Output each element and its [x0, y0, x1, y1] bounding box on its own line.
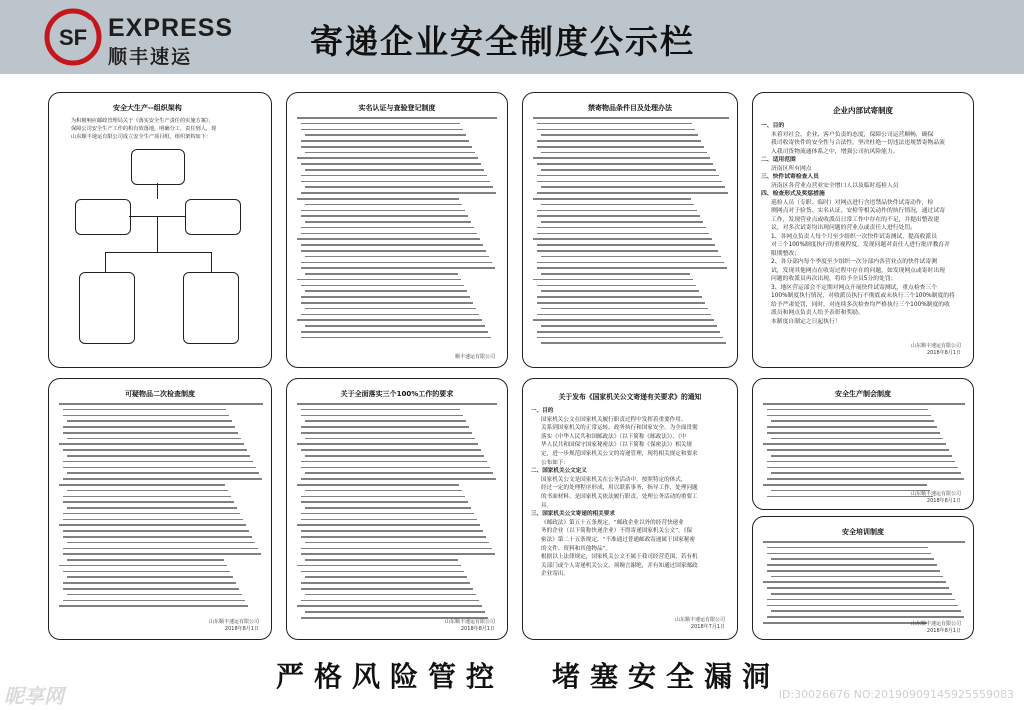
- panel-training: [752, 516, 974, 640]
- fine-print-line: [767, 449, 949, 451]
- panel-footer: [209, 619, 259, 633]
- fine-print-line: [301, 426, 469, 428]
- fine-print-line: [537, 175, 719, 177]
- body-line: 华人民共和国保守国家秘密法》（以下简称《保密法》）相关规: [541, 442, 693, 449]
- fine-print-line: [297, 565, 461, 567]
- fine-print-line: [771, 610, 961, 612]
- fine-print-line: [301, 415, 463, 417]
- panel-gov-notice: [522, 378, 738, 640]
- fine-print-line: [537, 314, 711, 316]
- fine-print-line: [63, 600, 245, 602]
- fine-print-line: [767, 587, 949, 589]
- fine-print-line: [301, 409, 460, 411]
- fine-print-line: [301, 519, 477, 521]
- fine-print-line: [67, 420, 232, 422]
- fine-print-line: [63, 467, 256, 469]
- fine-print-line: [767, 478, 964, 480]
- fine-print-line: [301, 588, 473, 590]
- fine-print-line: [59, 605, 248, 607]
- fine-print-line: [305, 273, 458, 275]
- fine-print-line: [301, 140, 469, 142]
- fine-print-line: [767, 605, 958, 607]
- fine-print-line: [63, 426, 235, 428]
- fine-print-line: [301, 582, 470, 584]
- fine-print-line: [297, 403, 497, 405]
- body-line: 试，发现其他网点在收寄过程中存在的问题，如发现网点或寄时出现: [771, 267, 945, 274]
- fine-print-line: [305, 559, 458, 561]
- fine-print-line: [67, 542, 255, 544]
- fine-print-line: [763, 541, 965, 543]
- fine-print-line: [63, 530, 249, 532]
- body-line: 1、各网点负责人每个月至少组织一次快件试寄测试，提高收派员: [771, 233, 938, 240]
- fine-print-line: [771, 558, 934, 560]
- org-box-top: [131, 149, 185, 185]
- fine-print-line: [59, 443, 244, 445]
- fine-print-line: [297, 319, 482, 321]
- fine-print-line: [533, 198, 691, 200]
- fine-print-line: [771, 420, 934, 422]
- fine-print-line: [537, 233, 709, 235]
- fine-print-line: [305, 290, 467, 292]
- org-connector: [105, 252, 106, 272]
- footer-date: 2018年8月1日: [224, 626, 259, 632]
- fine-print-line: [67, 455, 250, 457]
- fine-print-line: [63, 501, 234, 503]
- fine-print-line: [541, 152, 707, 154]
- header-bar: [0, 0, 1024, 74]
- fine-print-line: [297, 484, 459, 486]
- fine-print-line: [301, 536, 486, 538]
- fine-print-line: [301, 553, 495, 555]
- fine-print-line: [537, 146, 704, 148]
- body-line: 二、适用范围: [761, 157, 796, 163]
- panel-footer: [911, 491, 961, 505]
- fine-print-line: [63, 582, 236, 584]
- body-line: 我司收寄快件的安全性与合法性，坚决杜绝一切违法违规禁寄物品流: [771, 140, 945, 146]
- body-line: 议，对多次试寄均出现问题的营业点或责任人进行处罚。: [771, 225, 916, 231]
- fine-print-line: [67, 490, 228, 492]
- body-line: 入我司货物流通体系之中，增强公司抗风险能力。: [771, 148, 899, 155]
- body-line: 《邮政法》第五十五条规定，“邮政企业以外的经营快递业: [541, 519, 684, 526]
- fine-print-line: [771, 490, 930, 492]
- fine-print-line: [63, 536, 252, 538]
- fine-print-line: [301, 496, 465, 498]
- fine-print-line: [537, 192, 728, 194]
- fine-print-line: [537, 215, 700, 217]
- org-box-right: [185, 199, 241, 235]
- body-line: 2、各分部内每个季度至少组织一次分部内各营业点的快件试寄测: [771, 259, 938, 265]
- panel-title: 企业内部试寄制度: [833, 106, 893, 115]
- fine-print-line: [305, 204, 462, 206]
- fine-print-line: [297, 238, 480, 240]
- body-line: 务的企业（以下简称快递企业）不得寄递国家机关公文”。《保: [541, 528, 693, 535]
- footer-company: 山东顺丰速运有限公司: [910, 621, 961, 627]
- fine-print-line: [63, 449, 247, 451]
- body-line: 一、目的: [761, 123, 785, 129]
- body-line: 落实《中华人民共和国邮政法》（以下简称《邮政法》）、《中: [541, 433, 687, 440]
- fine-print-line: [541, 186, 725, 188]
- fine-print-line: [301, 331, 488, 333]
- fine-print-line: [305, 152, 475, 154]
- body-line: 根据以上法律规定，国家机关公文不属于我司经营范围，若有机: [541, 554, 698, 561]
- fine-print-line: [305, 325, 485, 327]
- fine-print-line: [305, 221, 471, 223]
- fine-print-line: [533, 157, 710, 159]
- body-line: 三、快件试寄检查人员: [761, 174, 819, 180]
- fine-print-line: [301, 461, 487, 463]
- footer-company: 山东顺丰速运有限公司: [674, 617, 725, 623]
- panel-body-text: [297, 117, 497, 338]
- fine-print-line: [301, 146, 472, 148]
- fine-print-line: [537, 123, 692, 125]
- fine-print-line: [767, 616, 964, 618]
- body-line: 对三个100%制度执行的重视程度，发现问题对责任人进行批评教育并: [771, 242, 950, 248]
- fine-print-line: [537, 337, 723, 339]
- org-connector: [211, 252, 212, 272]
- slogan-right: 堵塞安全漏洞: [552, 660, 781, 693]
- svg-text:SF: SF: [58, 25, 88, 50]
- body-line: 问题的收派员再次出现，将给予全员5分的处罚；: [771, 276, 897, 282]
- fine-print-line: [301, 501, 468, 503]
- fine-print-line: [59, 484, 225, 486]
- fine-print-line: [301, 571, 464, 573]
- fine-print-line: [305, 169, 484, 171]
- body-line: 本制度自制定之日起执行！: [771, 318, 841, 325]
- fine-print-line: [301, 548, 492, 550]
- fine-print-line: [541, 273, 690, 275]
- fine-print-line: [767, 570, 940, 572]
- fine-print-line: [537, 267, 727, 269]
- page-title: 寄递企业安全制度公示栏: [310, 22, 695, 61]
- panel-three-100: [286, 378, 508, 640]
- fine-print-line: [537, 262, 724, 264]
- fine-print-line: [67, 438, 241, 440]
- fine-print-line: [301, 302, 473, 304]
- fine-print-line: [67, 576, 233, 578]
- sf-logo: [44, 8, 102, 66]
- fine-print-line: [301, 337, 491, 339]
- footer-company: 山东顺丰速运有限公司: [208, 619, 259, 625]
- fine-print-line: [301, 250, 486, 252]
- fine-print-line: [305, 308, 476, 310]
- fine-print-line: [63, 432, 238, 434]
- body-line: 国家机关公文在国家机关履行职责过程中发挥着重要作用。: [541, 416, 687, 423]
- fine-print-line: [767, 432, 940, 434]
- fine-print-line: [63, 415, 229, 417]
- panel-title: 关于全面落实三个100%工作的要求: [340, 390, 454, 398]
- fine-print-line: [767, 461, 955, 463]
- fine-print-line: [67, 507, 237, 509]
- fine-print-line: [63, 548, 258, 550]
- fine-print-line: [537, 129, 695, 131]
- fine-print-line: [541, 134, 698, 136]
- body-line: 关系到国家机关的正常运转，政务执行和国家安全。为全面贯彻: [541, 425, 698, 432]
- fine-print-line: [767, 599, 955, 601]
- panel-title: 安全大生产--组织架构: [113, 104, 182, 112]
- fine-print-line: [771, 472, 961, 474]
- fine-print-line: [305, 542, 489, 544]
- fine-print-line: [301, 314, 479, 316]
- fine-print-line: [301, 244, 483, 246]
- fine-print-line: [301, 123, 460, 125]
- panel-prohibited: [522, 92, 738, 368]
- body-line: 定，进一步规范国家机关公文的寄递管理，现将相关规定和要求: [541, 450, 698, 457]
- body-line: 100%制度执行情况，对收派员执行不彻底或未执行三个100%制度的将: [771, 293, 955, 299]
- fine-print-line: [63, 461, 253, 463]
- fine-print-line: [537, 181, 722, 183]
- fine-print-line: [301, 530, 483, 532]
- panel-title: 实名认证与查验登记制度: [358, 104, 436, 112]
- fine-print-line: [59, 524, 246, 526]
- panel-organization: [48, 92, 272, 368]
- fine-print-line: [301, 163, 481, 165]
- panel-footer: [445, 619, 495, 633]
- fine-print-line: [771, 455, 952, 457]
- body-line: 具。: [541, 502, 553, 509]
- fine-print-line: [763, 581, 946, 583]
- fine-print-line: [301, 267, 495, 269]
- fine-print-line: [533, 279, 693, 281]
- fine-print-line: [541, 204, 694, 206]
- body-line: 经过一定的处理程序形成，用以联系事务，指导工作，处理问题: [541, 485, 698, 492]
- fine-print-line: [305, 472, 493, 474]
- body-line: 派员和网点负责人给予表彰和奖励。: [771, 310, 864, 316]
- fine-print-line: [297, 157, 478, 159]
- fine-print-line: [541, 169, 716, 171]
- fine-print-line: [305, 186, 493, 188]
- fine-print-line: [533, 238, 712, 240]
- fine-print-line: [63, 553, 261, 555]
- fine-print-line: [59, 565, 227, 567]
- fine-print-line: [767, 547, 928, 549]
- panel-title: 安全培训制度: [842, 528, 884, 536]
- fine-print-line: [541, 221, 703, 223]
- fine-print-line: [301, 233, 477, 235]
- fine-print-line: [305, 594, 476, 596]
- slogan-left: 严格风险管控: [276, 660, 505, 693]
- body-line: 本着对社会、企业、客户负责的态度，保障公司运营顺畅，确保: [771, 131, 934, 138]
- fine-print-line: [767, 415, 931, 417]
- body-line: 巡检人员（专职、临时）对网点进行含违禁品快件试寄动作，检: [771, 199, 934, 206]
- panel-body-text: [763, 403, 963, 497]
- fine-print-line: [537, 250, 718, 252]
- org-intro-line: 山东顺丰速运有限公司成立安全生产项目组，组织架构如下：: [71, 134, 212, 140]
- org-intro-line: 保障公司安全生产工作的积有效落地，明确分工，责任到人，现: [71, 126, 217, 132]
- body-line: 二、国家机关公文定义: [531, 468, 587, 475]
- footer-company: 山东顺丰速运有限公司: [910, 343, 961, 349]
- fine-print-line: [541, 325, 717, 327]
- body-line: 一、目的: [531, 408, 554, 414]
- fine-print-line: [63, 513, 240, 515]
- fine-print-line: [67, 559, 224, 561]
- body-line: 济南区所有网点: [771, 165, 812, 172]
- fine-print-line: [763, 403, 965, 405]
- fine-print-line: [301, 478, 496, 480]
- body-line: 国家机关公文是国家机关在公务活动中，按照特定的体式，: [541, 476, 687, 483]
- body-line: 工作，发现营业点或收派员日常工作中存在的不足，并提出整改建: [771, 216, 940, 223]
- fine-print-line: [767, 426, 937, 428]
- fine-print-line: [305, 134, 466, 136]
- fine-print-line: [305, 576, 467, 578]
- footer-company: 山东顺丰速运有限公司: [910, 491, 961, 497]
- fine-print-line: [537, 285, 696, 287]
- body-line: 密法》第二十五条规定，“不准通过普通邮政寄递属于国家秘密: [541, 536, 695, 543]
- body-line: 3、地区营运部会不定期对网点开展快件试寄测试，重点检查三个: [771, 284, 938, 291]
- fine-print-line: [767, 467, 958, 469]
- org-intro-line: 为积极响应邮政管理局关于《落实安全生产责任的实施方案》，: [71, 118, 214, 124]
- fine-print-line: [301, 285, 464, 287]
- body-line: 企业寄出。: [541, 571, 569, 578]
- watermark-id: ID:30026676 NO:20190909145925559083: [778, 688, 1014, 701]
- panel-body-text: [763, 541, 963, 624]
- fine-print-line: [301, 296, 470, 298]
- body-line: 给予严肃处罚，同时，对连续多次检查均严格执行三个100%制度的收: [771, 301, 950, 308]
- fine-print-line: [297, 524, 480, 526]
- fine-print-line: [771, 593, 952, 595]
- fine-print-line: [297, 198, 459, 200]
- fine-print-line: [537, 140, 701, 142]
- body-line: 关部门或个人寄递机关公文，须婉言谢绝，并有知通过国家邮政: [541, 562, 698, 569]
- body-line: 的书面材料。是国家机关依法履行职责，处理公务活动的重要工: [541, 493, 698, 500]
- panel-responsibility: [752, 378, 974, 510]
- footer-date: 2018年8月1日: [926, 498, 961, 504]
- panel-footer: [911, 343, 961, 357]
- fine-print-line: [537, 163, 713, 165]
- fine-print-line: [301, 227, 474, 229]
- panel-real-name: [286, 92, 508, 368]
- fine-print-line: [301, 262, 492, 264]
- fine-print-line: [305, 256, 489, 258]
- panel-body-text: [297, 403, 497, 619]
- footer-date: 2018年7月1日: [690, 624, 725, 630]
- fine-print-line: [67, 594, 242, 596]
- brand-english: EXPRESS: [108, 14, 234, 42]
- fine-print-line: [533, 117, 729, 119]
- fine-print-line: [305, 611, 485, 613]
- fine-print-line: [771, 438, 943, 440]
- fine-print-line: [63, 588, 239, 590]
- body-line: 公布如下：: [541, 459, 569, 466]
- panel-title: 可疑物品二次检查制度: [125, 390, 195, 398]
- fine-print-line: [537, 244, 715, 246]
- panel-suspicious: [48, 378, 272, 640]
- org-box-bottom-right: [183, 272, 239, 344]
- body-line: 的文件、资料和其他物品”。: [541, 545, 612, 552]
- fine-print-line: [767, 553, 931, 555]
- fine-print-line: [541, 256, 721, 258]
- fine-print-line: [67, 472, 259, 474]
- fine-print-line: [541, 342, 726, 344]
- fine-print-line: [301, 175, 487, 177]
- fine-print-line: [305, 490, 462, 492]
- fine-print-line: [63, 496, 231, 498]
- fine-print-line: [301, 210, 465, 212]
- fine-print-line: [767, 564, 937, 566]
- fine-print-line: [767, 496, 933, 498]
- fine-print-line: [537, 296, 702, 298]
- org-connector: [157, 183, 158, 199]
- fine-print-line: [297, 443, 478, 445]
- fine-print-line: [297, 605, 482, 607]
- fine-print-line: [63, 409, 226, 411]
- panel-footer: [675, 617, 725, 631]
- panel-footer: 顺丰速运有限公司: [454, 354, 495, 360]
- body-line: 限期整改；: [771, 250, 800, 257]
- brand-chinese: 顺丰速运: [108, 46, 193, 68]
- fine-print-line: [301, 600, 479, 602]
- panel-internal-test: [752, 92, 974, 368]
- fine-print-line: [537, 302, 705, 304]
- body-line: 济南区各营业点营业安全增口人以及临时巡检人员: [771, 182, 899, 189]
- fine-print-line: [537, 210, 697, 212]
- fine-print-line: [297, 279, 461, 281]
- fine-print-line: [59, 403, 263, 405]
- org-box-left: [75, 199, 131, 235]
- fine-print-line: [763, 443, 946, 445]
- org-connector: [157, 216, 158, 252]
- panel-body-text: [533, 117, 727, 344]
- fine-print-line: [305, 507, 471, 509]
- fine-print-line: [63, 571, 230, 573]
- fine-print-line: [537, 227, 706, 229]
- fine-print-line: [301, 181, 490, 183]
- org-connector: [105, 252, 211, 253]
- panel-title: 禁寄物品条件目及处理办法: [588, 104, 672, 112]
- fine-print-line: [541, 290, 699, 292]
- body-line: 三、国家机关公文寄递的相关要求: [531, 511, 615, 518]
- fine-print-line: [767, 409, 928, 411]
- fine-print-line: [305, 455, 484, 457]
- fine-print-line: [537, 331, 720, 333]
- fine-print-line: [63, 478, 262, 480]
- footer-date: 2018年8月1日: [926, 350, 961, 356]
- fine-print-line: [533, 319, 714, 321]
- fine-print-line: [541, 308, 708, 310]
- fine-print-line: [301, 192, 496, 194]
- panel-title: 安全生产制会制度: [835, 390, 891, 398]
- panel-footer: [911, 621, 961, 635]
- fine-print-line: [301, 432, 472, 434]
- fine-print-line: [297, 117, 497, 119]
- fine-print-line: [301, 449, 481, 451]
- fine-print-line: [305, 420, 466, 422]
- fine-print-line: [305, 438, 475, 440]
- fine-print-line: [763, 622, 927, 624]
- body-line: 测网点对于验货、实名认证、安检等相关动作的执行情况，通过试寄: [771, 208, 945, 214]
- fine-print-line: [301, 215, 468, 217]
- panel-title: 关于发布《国家机关公文寄递有关要求》的通知: [558, 393, 702, 401]
- org-box-bottom-left: [79, 272, 135, 344]
- fine-print-line: [63, 519, 243, 521]
- footer-date: 2018年8月1日: [926, 628, 961, 634]
- fine-print-line: [301, 513, 474, 515]
- watermark-logo: 昵享网: [4, 684, 64, 708]
- body-line: 四、检查形式及奖惩措施: [761, 191, 825, 197]
- footer-company: 山东顺丰速运有限公司: [444, 619, 495, 625]
- fine-print-line: [301, 467, 490, 469]
- fine-print-line: [763, 484, 927, 486]
- footer-date: 2018年8月1日: [460, 626, 495, 632]
- panel-body-text: [59, 403, 261, 607]
- fine-print-line: [771, 576, 943, 578]
- fine-print-line: [301, 129, 463, 131]
